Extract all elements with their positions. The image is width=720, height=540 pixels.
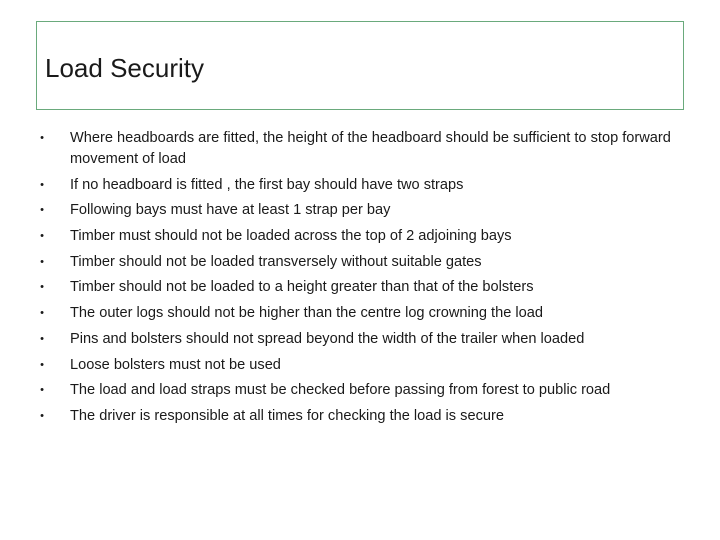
- bullet-list: [36, 128, 684, 432]
- bullet-text: Where headboards are fitted, the height of the headboard should be sufficient to stop forward movement of load: [70, 130, 671, 167]
- bullet-item: [36, 355, 684, 376]
- bullet-item: [36, 406, 684, 427]
- bullet-item: [36, 380, 684, 401]
- bullet-item: [36, 252, 684, 273]
- bullet-icon: •: [40, 230, 44, 243]
- bullet-icon: •: [40, 409, 44, 422]
- bullet-item: [36, 277, 684, 298]
- bullet-text: Timber must should not be loaded across the top of 2 adjoining bays: [70, 228, 512, 245]
- bullet-icon: •: [40, 132, 44, 144]
- bullet-icon: •: [40, 307, 44, 320]
- bullet-icon: •: [40, 358, 44, 371]
- title-box: [36, 21, 684, 110]
- bullet-text: The driver is responsible at all times for checking the load is secure: [70, 407, 504, 424]
- slide-title: Load Security: [45, 53, 204, 83]
- bullet-text: Pins and bolsters should not spread beyond the width of the trailer when loaded: [70, 330, 585, 347]
- bullet-item: [36, 329, 684, 350]
- bullet-icon: •: [40, 384, 44, 397]
- bullet-text: Timber should not be loaded to a height greater than that of the bolsters: [70, 279, 534, 296]
- bullet-text: If no headboard is fitted , the first bay should have two straps: [70, 176, 464, 193]
- bullet-text: Timber should not be loaded transversely without suitable gates: [70, 253, 482, 270]
- bullet-text: Following bays must have at least 1 strap per bay: [70, 202, 391, 219]
- bullet-item: [36, 226, 684, 247]
- bullet-item: [36, 128, 684, 170]
- bullet-icon: •: [40, 178, 44, 191]
- bullet-text: The load and load straps must be checked before passing from forest to public road: [70, 382, 611, 399]
- bullet-icon: •: [40, 204, 44, 217]
- bullet-icon: •: [40, 255, 44, 268]
- bullet-item: [36, 175, 684, 196]
- bullet-text: The outer logs should not be higher than the centre log crowning the load: [70, 305, 543, 322]
- bullet-icon: •: [40, 332, 44, 345]
- bullet-icon: •: [40, 281, 44, 294]
- bullet-item: [36, 303, 684, 324]
- bullet-item: [36, 200, 684, 221]
- bullet-text: Loose bolsters must not be used: [70, 356, 281, 373]
